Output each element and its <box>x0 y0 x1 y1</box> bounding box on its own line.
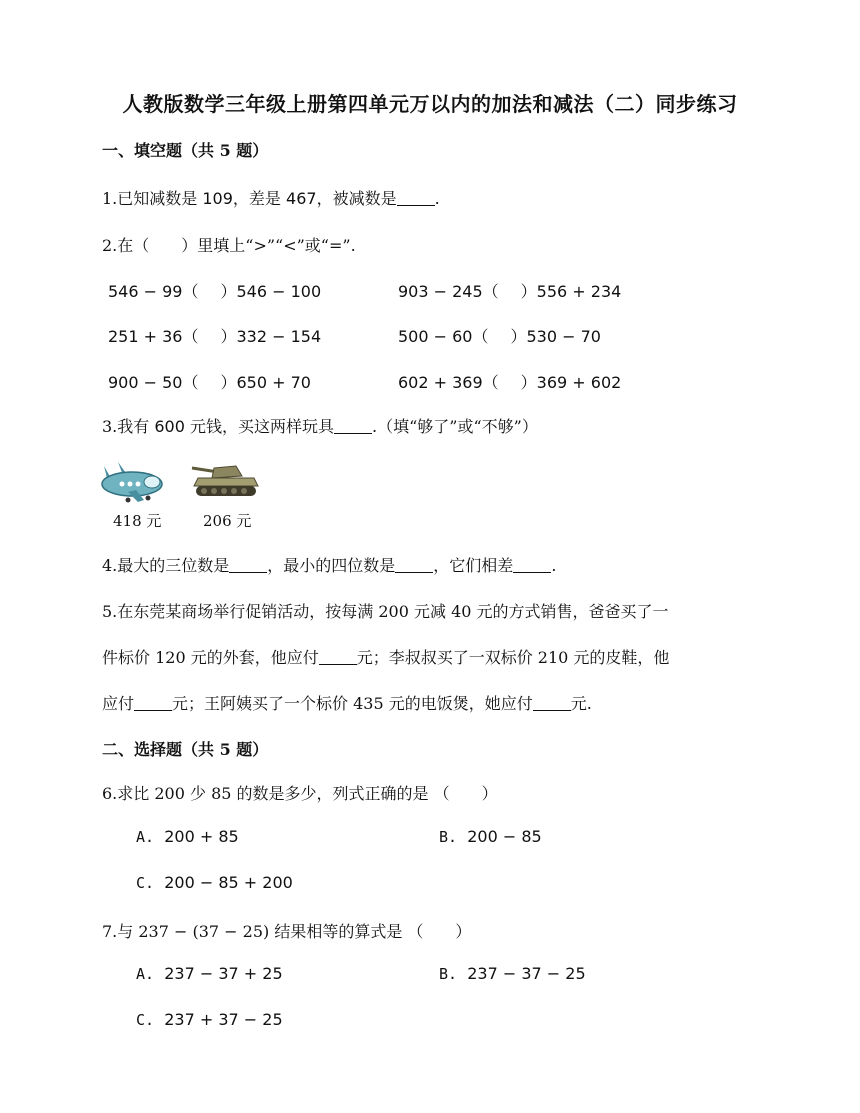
option-value: 237 − 37 − 25 <box>467 964 586 983</box>
q1-end: . <box>434 189 440 208</box>
option-c[interactable] <box>136 1010 283 1029</box>
compare-right: ）650 + 70 <box>220 373 311 392</box>
q1-number-a: 109 <box>202 189 233 208</box>
question-3 <box>102 414 538 437</box>
compare-item <box>398 370 621 393</box>
answer-blank[interactable] <box>395 558 433 573</box>
q3-text-c: .（填“够了”或“不够”） <box>372 417 538 436</box>
option-c[interactable] <box>136 873 293 892</box>
compare-item <box>398 324 601 347</box>
q1-text-a: 1.已知减数是 <box>102 189 198 208</box>
q3-text-a: 3.我有 <box>102 417 150 436</box>
answer-blank[interactable] <box>513 558 551 573</box>
option-value: 237 + 37 − 25 <box>164 1010 283 1029</box>
question-6: 6.求比 200 少 85 的数是多少，列式正确的是 （ ） <box>102 784 498 803</box>
q5-text-d: 元；王阿姨买了一个标价 435 元的电饭煲，她应付 <box>172 694 533 713</box>
compare-item <box>108 324 321 347</box>
compare-item <box>108 279 321 302</box>
answer-blank[interactable] <box>319 650 357 665</box>
option-value: 200 − 85 + 200 <box>164 873 293 892</box>
section-heading-multiple-choice: 二、选择题（共 5 题） <box>102 740 269 759</box>
answer-blank[interactable] <box>533 696 571 711</box>
compare-left: 900 − 50（ <box>108 373 199 392</box>
compare-right: ）556 + 234 <box>520 282 622 301</box>
compare-right: ）546 − 100 <box>220 282 322 301</box>
option-label: B. <box>439 828 458 846</box>
answer-blank[interactable] <box>397 191 435 206</box>
option-value: 200 − 85 <box>467 827 542 846</box>
compare-left: 251 + 36（ <box>108 327 199 346</box>
option-b[interactable] <box>439 827 542 846</box>
q5-text-e: 元. <box>570 694 592 713</box>
question-5-line-3 <box>102 691 592 714</box>
q5-text-c: 应付 <box>102 694 135 713</box>
option-label: A. <box>136 965 155 983</box>
q1-text-c: ，被减数是 <box>316 189 397 208</box>
q3-amount: 600 <box>154 417 185 436</box>
option-label: A. <box>136 828 155 846</box>
question-5-line-1: 5.在东莞某商场举行促销活动，按每满 200 元减 40 元的方式销售，爸爸买了一 <box>102 602 669 621</box>
compare-left: 602 + 369（ <box>398 373 499 392</box>
option-b[interactable] <box>439 964 586 983</box>
q1-number-b: 467 <box>286 189 317 208</box>
q4-text-c: ，它们相差 <box>433 556 514 575</box>
section-heading-fill-blank: 一、填空题（共 5 题） <box>102 141 269 160</box>
option-value: 200 + 85 <box>164 827 239 846</box>
question-2: 2.在（ ）里填上“>”“<”或“=”. <box>102 236 356 255</box>
q5-text-a: 件标价 120 元的外套，他应付 <box>102 648 319 667</box>
airplane-toy-icon <box>98 456 164 504</box>
question-4 <box>102 553 556 576</box>
q4-end: . <box>551 556 557 575</box>
q4-text-b: ，最小的四位数是 <box>267 556 396 575</box>
compare-left: 903 − 245（ <box>398 282 499 301</box>
q4-text-a: 4.最大的三位数是 <box>102 556 230 575</box>
compare-right: ）332 − 154 <box>220 327 322 346</box>
compare-left: 500 − 60（ <box>398 327 489 346</box>
compare-item <box>398 279 621 302</box>
question-7: 7.与 237 − (37 − 25) 结果相等的算式是 （ ） <box>102 922 472 941</box>
page-title: 人教版数学三年级上册第四单元万以内的加法和减法（二）同步练习 <box>122 92 738 116</box>
answer-blank[interactable] <box>134 696 172 711</box>
q5-text-b: 元；李叔叔买了一双标价 210 元的皮鞋，他 <box>356 648 670 667</box>
option-value: 237 − 37 + 25 <box>164 964 283 983</box>
compare-item <box>108 370 311 393</box>
option-a[interactable] <box>136 827 239 846</box>
tank-price: 206 元 <box>203 512 252 530</box>
compare-left: 546 − 99（ <box>108 282 199 301</box>
compare-right: ）530 − 70 <box>510 327 601 346</box>
compare-right: ）369 + 602 <box>520 373 622 392</box>
question-1 <box>102 186 440 209</box>
answer-blank[interactable] <box>229 558 267 573</box>
q1-text-b: ，差是 <box>232 189 281 208</box>
q3-text-b: 元钱，买这两样玩具 <box>190 417 335 436</box>
option-label: B. <box>439 965 458 983</box>
option-label: C. <box>136 874 155 892</box>
airplane-price: 418 元 <box>113 512 162 530</box>
tank-toy-icon <box>188 460 260 500</box>
option-a[interactable] <box>136 964 283 983</box>
answer-blank[interactable] <box>334 419 372 434</box>
option-label: C. <box>136 1011 155 1029</box>
question-5-line-2 <box>102 645 669 668</box>
